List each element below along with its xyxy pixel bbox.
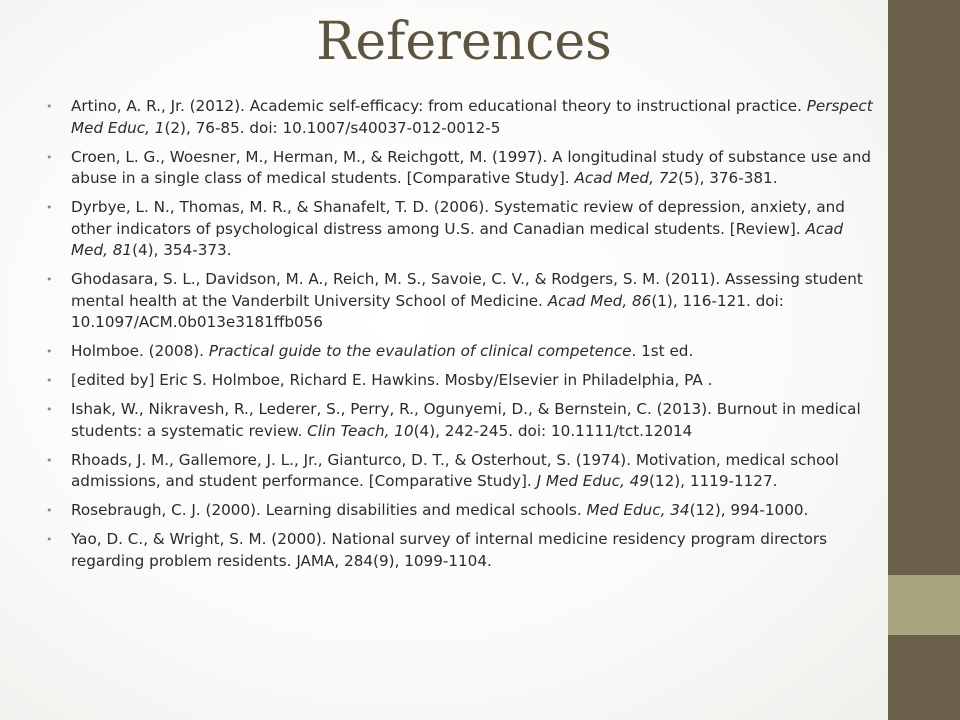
reference-text: Rhoads, J. M., Gallemore, J. L., Jr., Gianturco, D. T., & Osterhout, S. (1974). Motivation, medical school admissions, and student performance. [Comparative Study]. xyxy=(71,450,839,490)
bullet-dot-icon: • xyxy=(46,345,53,358)
reference-journal-text: Acad Med, 72 xyxy=(574,169,679,187)
reference-item xyxy=(46,370,876,392)
reference-text: Ishak, W., Nikravesh, R., Lederer, S., Perry, R., Ogunyemi, D., & Bernstein, C. (2013). Burnout in medical students: a systematic review. xyxy=(71,400,861,440)
reference-text: Rosebraugh, C. J. (2000). Learning disabilities and medical schools. xyxy=(71,501,587,519)
reference-text: (1), 116-121. doi: 10.1097/ACM.0b013e3181ffb056 xyxy=(71,291,784,331)
reference-text: Dyrbye, L. N., Thomas, M. R., & Shanafelt, T. D. (2006). Systematic review of depression, anxiety, and other indicators of psychological distress among U.S. and Canadian medical students. [Review]. xyxy=(71,198,845,238)
decorative-side-bar xyxy=(888,0,960,720)
reference-text: (4), 354-373. xyxy=(132,241,232,259)
reference-text: Ghodasara, S. L., Davidson, M. A., Reich, M. S., Savoie, C. V., & Rodgers, S. M. (2011). Assessing student mental health at the Vanderbilt University School of Medicine. xyxy=(71,270,863,310)
reference-text: Yao, D. C., & Wright, S. M. (2000). National survey of internal medicine residency program directors regarding problem residents. JAMA, 284(9), 1099-1104. xyxy=(71,530,828,570)
slide-title: References xyxy=(316,12,612,72)
bullet-dot-icon: • xyxy=(46,100,53,113)
reference-item xyxy=(46,450,876,493)
reference-item xyxy=(46,96,876,139)
reference-item xyxy=(46,341,876,363)
reference-journal-text: J Med Educ, 49 xyxy=(536,472,649,490)
reference-text: (12), 994-1000. xyxy=(689,501,809,519)
reference-journal-text: Med Educ, 34 xyxy=(586,501,690,519)
bullet-dot-icon: • xyxy=(46,374,53,387)
bullet-dot-icon: • xyxy=(46,403,53,416)
reference-text: (5), 376-381. xyxy=(678,169,778,187)
bullet-dot-icon: • xyxy=(46,504,53,517)
reference-item xyxy=(46,269,876,334)
reference-text: (2), 76-85. doi: 10.1007/s40037-012-0012-5 xyxy=(164,118,501,137)
reference-text: (4), 242-245. doi: 10.1111/tct.12014 xyxy=(413,421,693,440)
reference-journal-text: Perspect Med Educ, 1 xyxy=(71,97,873,137)
reference-text: Artino, A. R., Jr. (2012). Academic self-efficacy: from educational theory to instructional practice. xyxy=(71,97,807,115)
reference-journal-text: Acad Med, 81 xyxy=(71,219,844,259)
bullet-dot-icon: • xyxy=(46,453,53,467)
reference-journal-text: Acad Med, 86 xyxy=(547,291,652,310)
reference-text: (12), 1119-1127. xyxy=(649,472,778,490)
reference-item xyxy=(46,529,876,572)
bullet-dot-icon: • xyxy=(46,273,53,286)
reference-text: . 1st ed. xyxy=(631,342,694,360)
reference-journal-text: Clin Teach, 10 xyxy=(307,421,414,440)
reference-journal-text: Practical guide to the evaulation of clinical competence xyxy=(208,342,632,360)
reference-item xyxy=(46,399,876,442)
bullet-dot-icon: • xyxy=(46,533,53,546)
reference-item xyxy=(46,147,876,190)
bullet-dot-icon: • xyxy=(46,150,53,164)
bullet-dot-icon: • xyxy=(46,201,53,214)
reference-text: Holmboe. (2008). xyxy=(71,342,209,360)
reference-item xyxy=(46,197,876,262)
reference-text: [edited by] Eric S. Holmboe, Richard E. Hawkins. Mosby/Elsevier in Philadelphia, PA . xyxy=(71,371,713,389)
references-list xyxy=(46,96,876,580)
reference-item xyxy=(46,500,876,522)
reference-text: Croen, L. G., Woesner, M., Herman, M., & Reichgott, M. (1997). A longitudinal study of substance use and abuse in a single class of medical students. [Comparative Study]. xyxy=(71,147,871,187)
side-bar-accent-block xyxy=(888,575,960,635)
